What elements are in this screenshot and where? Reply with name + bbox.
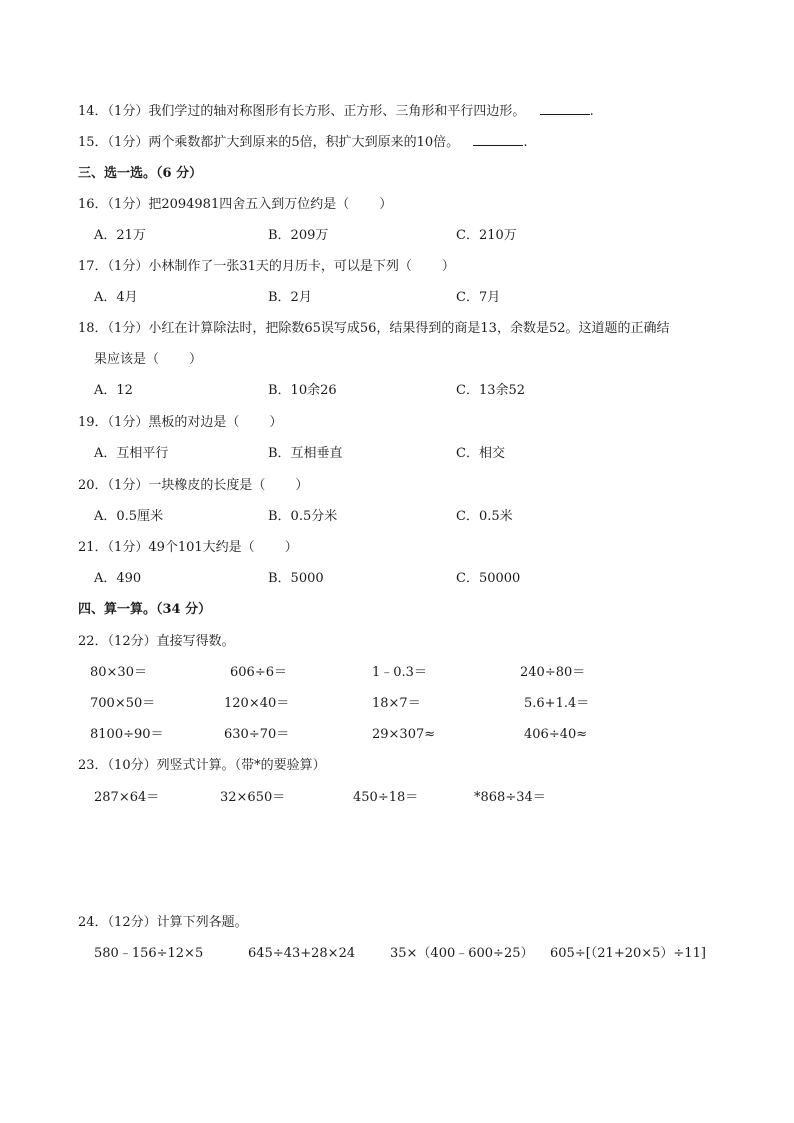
option-b[interactable]: B．0.5分米: [268, 509, 338, 524]
option-a[interactable]: A．0.5厘米: [94, 509, 164, 524]
question-number: 17．: [78, 259, 108, 274]
option-a[interactable]: A．互相平行: [94, 446, 169, 461]
question-number: 15．: [78, 135, 108, 150]
option-c[interactable]: C．0.5米: [456, 509, 513, 524]
option-c[interactable]: C．210万: [456, 228, 517, 243]
answer-blank[interactable]: [473, 133, 523, 146]
question-text: 列竖式计算。（带*的要验算）: [156, 758, 326, 773]
calc-item: 80×30＝: [90, 665, 147, 680]
calc-item: 18×7＝: [372, 696, 421, 711]
question-number: 24．: [78, 915, 108, 930]
question-score: （1分）: [107, 259, 149, 274]
answer-blank[interactable]: [540, 102, 590, 115]
question-score: （10分）: [107, 758, 157, 773]
question-number: 16．: [78, 197, 108, 212]
calc-item: 645÷43+28×24: [248, 946, 356, 961]
option-c[interactable]: C．13余52: [456, 383, 526, 398]
question-score: （12分）: [107, 634, 157, 649]
question-number: 19．: [78, 415, 108, 430]
question-22: [78, 633, 235, 651]
question-score: （1分）: [107, 197, 149, 212]
period: .: [523, 135, 528, 150]
question-24: [78, 914, 248, 932]
option-b[interactable]: B．2月: [268, 290, 312, 305]
question-16: [78, 196, 392, 214]
question-17: [78, 258, 455, 276]
calc-item: 580﹣156÷12×5: [94, 946, 204, 961]
section-heading-3: 三、选一选。（6 分）: [78, 166, 203, 181]
calc-item: 630÷70＝: [224, 727, 290, 742]
question-number: 23．: [78, 758, 108, 773]
option-b[interactable]: B．5000: [268, 571, 324, 586]
close-paren: ）: [441, 259, 455, 274]
calc-item: 120×40＝: [224, 696, 290, 711]
calc-item: 35×（400﹣600÷25）: [390, 946, 534, 961]
calc-item: 406÷40≈: [524, 727, 588, 742]
calc-item: 287×64＝: [94, 790, 160, 805]
section-heading-4: 四、算一算。（34 分）: [78, 602, 212, 617]
question-text: 一块橡皮的长度是（: [148, 478, 266, 493]
close-paren: ）: [269, 415, 283, 430]
option-c[interactable]: C．相交: [456, 446, 505, 461]
calc-item: 605÷[（21+20×5）÷11]: [550, 946, 706, 961]
question-18: [78, 320, 670, 338]
question-text: 49个101大约是（: [148, 540, 255, 555]
calc-item: *868÷34＝: [474, 790, 546, 805]
close-paren: ）: [295, 478, 309, 493]
question-15: [78, 133, 528, 152]
question-20: [78, 477, 308, 495]
option-a[interactable]: A．21万: [94, 228, 146, 243]
question-text: 果应该是（: [94, 352, 160, 367]
period: .: [589, 104, 594, 119]
question-score: （1分）: [107, 104, 149, 119]
close-paren: ）: [379, 197, 393, 212]
question-score: （12分）: [107, 915, 157, 930]
question-21: [78, 539, 298, 557]
option-b[interactable]: B．209万: [268, 228, 329, 243]
close-paren: ）: [284, 540, 298, 555]
option-c[interactable]: C．50000: [456, 571, 521, 586]
calc-item: 29×307≈: [372, 727, 436, 742]
question-score: （1分）: [107, 540, 149, 555]
question-text: 把2094981四舍五入到万位约是（: [148, 197, 350, 212]
question-text: 小林制作了一张31天的月历卡，可以是下列（: [148, 259, 412, 274]
option-a[interactable]: A．4月: [94, 290, 138, 305]
option-a[interactable]: A．490: [94, 571, 142, 586]
question-number: 14．: [78, 104, 108, 119]
calc-item: 700×50＝: [90, 696, 156, 711]
question-text: 小红在计算除法时，把除数65误写成56，结果得到的商是13，余数是52。这道题的正确结: [148, 321, 670, 336]
question-number: 18．: [78, 321, 108, 336]
question-score: （1分）: [107, 135, 149, 150]
question-18-continued: [94, 351, 202, 369]
question-14: [78, 102, 594, 121]
question-score: （1分）: [107, 478, 149, 493]
question-text: 我们学过的轴对称图形有长方形、正方形、三角形和平行四边形。: [148, 104, 526, 119]
calc-item: 450÷18＝: [353, 790, 419, 805]
calc-item: 32×650＝: [220, 790, 286, 805]
option-b[interactable]: B．10余26: [268, 383, 337, 398]
question-number: 21．: [78, 540, 108, 555]
calc-item: 240÷80＝: [520, 665, 586, 680]
question-score: （1分）: [107, 415, 149, 430]
question-19: [78, 414, 282, 432]
question-score: （1分）: [107, 321, 149, 336]
calc-item: 1﹣0.3＝: [372, 665, 427, 680]
question-text: 直接写得数。: [156, 634, 235, 649]
question-text: 计算下列各题。: [156, 915, 248, 930]
question-number: 20．: [78, 478, 108, 493]
question-23: [78, 757, 326, 775]
option-c[interactable]: C．7月: [456, 290, 501, 305]
calc-item: 8100÷90＝: [90, 727, 164, 742]
option-b[interactable]: B．互相垂直: [268, 446, 343, 461]
calc-item: 606÷6＝: [230, 665, 287, 680]
calc-item: 5.6+1.4＝: [524, 696, 590, 711]
option-a[interactable]: A．12: [94, 383, 133, 398]
close-paren: ）: [189, 352, 203, 367]
question-text: 两个乘数都扩大到原来的5倍，积扩大到原来的10倍。: [148, 135, 460, 150]
question-number: 22．: [78, 634, 108, 649]
question-text: 黑板的对边是（: [148, 415, 240, 430]
